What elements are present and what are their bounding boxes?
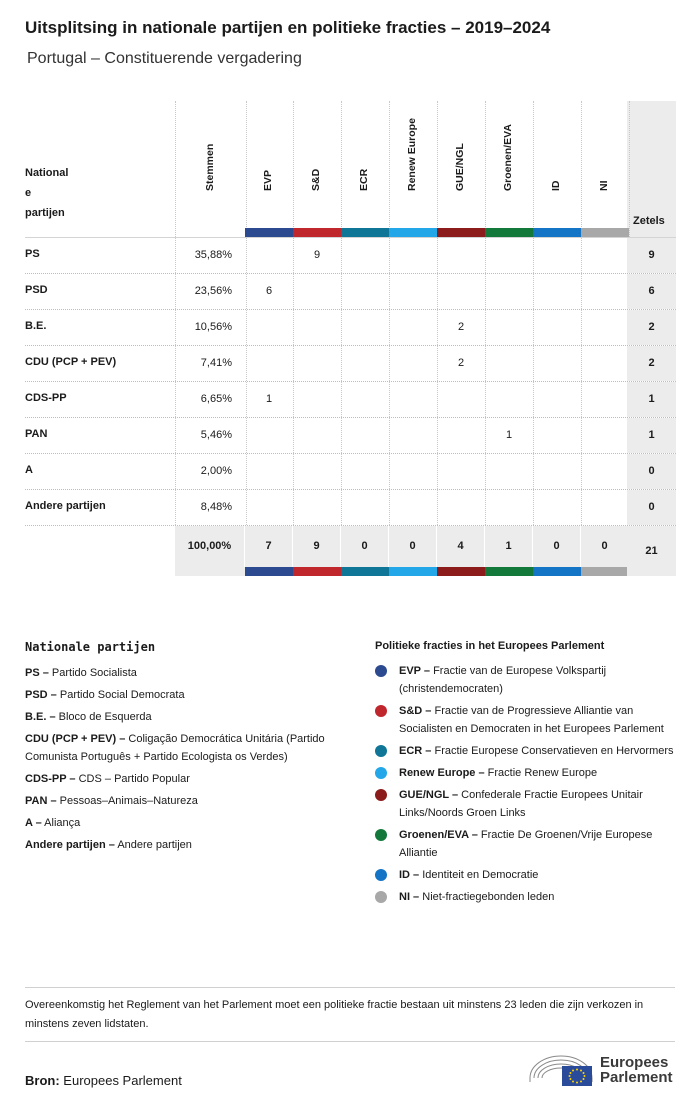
votes-cell	[175, 274, 247, 309]
source-line	[25, 1073, 182, 1088]
legend-fullname: Andere partijen	[117, 839, 192, 851]
seat-cell	[389, 310, 438, 345]
group-header-label: Renew Europe	[406, 118, 418, 191]
legend-fullname: Coligação Democrática Unitária (Partido Comunista Português + Partido Ecologista os Verdes)	[25, 733, 325, 763]
group-total-cell: 0	[389, 526, 437, 567]
group-column-header	[581, 101, 630, 237]
legend-national-item	[25, 730, 350, 766]
legend-abbr: ECR –	[399, 745, 432, 757]
group-color-bar	[437, 228, 485, 237]
seat-cell	[533, 310, 582, 345]
group-color-dot-icon	[375, 829, 387, 841]
legend-fullname: Bloco de Esquerda	[58, 711, 152, 723]
seats-total-cell: 2	[627, 310, 676, 345]
seat-cell	[389, 346, 438, 381]
votes-value: 6,65%	[200, 393, 232, 405]
legend-groups-title: Politieke fracties in het Europees Parlement	[375, 640, 605, 652]
group-column-header	[485, 101, 534, 237]
group-total-cell: 4	[437, 526, 485, 567]
votes-value: 10,56%	[194, 321, 232, 333]
group-header-label: ID	[550, 180, 562, 191]
group-total-cell: 9	[293, 526, 341, 567]
seat-cell	[581, 346, 630, 381]
group-total-cell: 0	[533, 526, 581, 567]
group-total-color-bar	[341, 567, 389, 576]
party-header-line: National	[25, 167, 69, 179]
legend-fullname: CDS – Partido Popular	[78, 773, 190, 785]
group-color-bar	[341, 228, 389, 237]
seats-total-cell: 6	[627, 274, 676, 309]
seat-cell	[293, 274, 342, 309]
seat-cell: 9	[293, 238, 342, 273]
party-header-line: e	[25, 187, 32, 199]
group-color-bar	[389, 228, 437, 237]
table-row	[25, 454, 676, 490]
seat-cell	[293, 310, 342, 345]
seat-cell	[533, 454, 582, 489]
parliament-hemicycle-icon	[528, 1048, 594, 1090]
legend-fullname: Niet-fractiegebonden leden	[422, 891, 555, 903]
legend-abbr: Renew Europe –	[399, 767, 485, 779]
legend-fullname: Fractie Europese Conservatieven en Hervormers	[434, 745, 674, 757]
legend-fullname: Fractie De Groenen/Vrije Europese Alliantie	[399, 829, 653, 859]
group-total-color-bar	[293, 567, 341, 576]
group-color-bar	[533, 228, 581, 237]
seat-cell	[581, 238, 630, 273]
seat-cell	[533, 382, 582, 417]
seat-cell	[485, 310, 534, 345]
party-name: CDU (PCP + PEV)	[25, 356, 117, 368]
votes-value: 8,48%	[200, 501, 232, 513]
votes-value: 23,56%	[194, 285, 232, 297]
legend-abbr: CDU (PCP + PEV) –	[25, 733, 126, 745]
seat-cell	[389, 382, 438, 417]
table-row	[25, 310, 676, 346]
legend-abbr: B.E. –	[25, 711, 56, 723]
seat-cell	[389, 454, 438, 489]
legend-abbr: NI –	[399, 891, 420, 903]
seat-cell	[485, 382, 534, 417]
page-title: Uitsplitsing in nationale partijen en politieke fracties – 2019–2024	[25, 18, 551, 37]
seat-cell	[485, 346, 534, 381]
group-total-cell: 7	[245, 526, 293, 567]
group-column-header	[341, 101, 390, 237]
party-header-line: partijen	[25, 207, 65, 219]
seat-cell	[341, 310, 390, 345]
legend-national-parties	[25, 640, 350, 858]
seat-cell	[485, 454, 534, 489]
votes-cell	[175, 310, 247, 345]
seat-cell	[389, 490, 438, 525]
seat-cell	[245, 490, 294, 525]
seat-cell	[245, 454, 294, 489]
legend-group-item	[375, 866, 675, 884]
group-column-header	[389, 101, 438, 237]
votes-cell	[175, 238, 247, 273]
group-color-dot-icon	[375, 789, 387, 801]
group-color-bar	[245, 228, 293, 237]
legend-group-item	[375, 742, 675, 760]
legend-fullname: Partido Social Democrata	[59, 689, 185, 701]
divider	[25, 987, 675, 988]
group-color-dot-icon	[375, 767, 387, 779]
legend-national-item	[25, 664, 350, 682]
seat-cell	[533, 238, 582, 273]
legend-national-item	[25, 686, 350, 704]
seat-cell	[341, 382, 390, 417]
group-total-color-bar	[485, 567, 533, 576]
group-total-color-bar	[389, 567, 437, 576]
group-column-header	[293, 101, 342, 237]
seat-cell	[341, 238, 390, 273]
seats-total-cell: 0	[627, 454, 676, 489]
legend-fullname: Aliança	[44, 817, 81, 829]
legend-fullname: Confederale Fractie Europees Unitair Links/Noords Groen Links	[399, 789, 643, 819]
group-header-label: EVP	[262, 169, 274, 191]
seat-cell	[581, 310, 630, 345]
legend-group-item	[375, 702, 675, 738]
seat-cell	[245, 238, 294, 273]
legend-abbr: Groenen/EVA –	[399, 829, 478, 841]
votes-cell	[175, 454, 247, 489]
legend-abbr: S&D –	[399, 705, 432, 717]
legend-fullname: Fractie van de Progressieve Alliantie van Socialisten en Democraten in het Europees Parlement	[399, 705, 664, 735]
seat-cell	[533, 274, 582, 309]
seat-cell	[533, 346, 582, 381]
party-name: Andere partijen	[25, 500, 106, 512]
group-total-cell: 0	[581, 526, 629, 567]
table-row	[25, 238, 676, 274]
seat-cell	[293, 418, 342, 453]
seat-cell	[485, 490, 534, 525]
votes-total-base	[175, 567, 245, 576]
group-header-label: Groenen/EVA	[502, 124, 514, 191]
seat-cell	[581, 274, 630, 309]
page-subtitle: Portugal – Constituerende vergadering	[27, 50, 302, 67]
legend-national-item	[25, 708, 350, 726]
legend-fullname: Fractie Renew Europe	[487, 767, 598, 779]
seat-cell	[581, 382, 630, 417]
seats-table	[25, 101, 676, 576]
logo-line-2: Parlement	[600, 1069, 673, 1086]
seats-total-cell: 2	[627, 346, 676, 381]
legend-abbr: CDS-PP –	[25, 773, 76, 785]
legend-national-item	[25, 770, 350, 788]
seat-cell	[437, 418, 486, 453]
seat-cell	[581, 490, 630, 525]
seat-cell	[533, 490, 582, 525]
legend-national-item	[25, 814, 350, 832]
source-label: Bron:	[25, 1073, 60, 1088]
group-color-dot-icon	[375, 705, 387, 717]
seat-cell	[389, 418, 438, 453]
group-column-header	[437, 101, 486, 237]
table-header	[25, 101, 676, 238]
votes-value: 2,00%	[200, 465, 232, 477]
seat-cell: 1	[485, 418, 534, 453]
seat-cell	[581, 418, 630, 453]
seat-cell	[533, 418, 582, 453]
party-name: PS	[25, 248, 40, 260]
legend-group-item	[375, 826, 675, 862]
legend-abbr: EVP –	[399, 665, 430, 677]
table-row	[25, 382, 676, 418]
legend-abbr: ID –	[399, 869, 420, 881]
legend-political-groups	[375, 640, 675, 910]
table-row	[25, 346, 676, 382]
seat-cell	[245, 346, 294, 381]
party-name: PSD	[25, 284, 48, 296]
group-color-dot-icon	[375, 891, 387, 903]
seat-cell	[245, 418, 294, 453]
group-total-color-bar	[533, 567, 581, 576]
legend-abbr: GUE/NGL –	[399, 789, 459, 801]
seat-cell	[293, 346, 342, 381]
seat-cell: 6	[245, 274, 294, 309]
votes-cell	[175, 382, 247, 417]
legend-national-item	[25, 792, 350, 810]
legend-national-title: Nationale partijen	[25, 640, 156, 654]
group-total-cell: 1	[485, 526, 533, 567]
seat-cell	[293, 490, 342, 525]
seat-cell	[437, 454, 486, 489]
votes-total: 100,00%	[175, 526, 245, 567]
seat-cell	[341, 490, 390, 525]
seats-column-header	[627, 101, 676, 237]
seat-cell	[437, 490, 486, 525]
party-name: PAN	[25, 428, 48, 440]
party-name: A	[25, 464, 33, 476]
source-value: Europees Parlement	[63, 1073, 182, 1088]
seat-cell	[341, 454, 390, 489]
legend-abbr: A –	[25, 817, 42, 829]
group-color-bar	[485, 228, 533, 237]
seat-cell	[341, 346, 390, 381]
legend-abbr: PAN –	[25, 795, 57, 807]
seat-cell: 2	[437, 310, 486, 345]
seats-total-cell: 1	[627, 382, 676, 417]
group-total-color-bar	[581, 567, 629, 576]
votes-cell	[175, 346, 247, 381]
group-color-dot-icon	[375, 869, 387, 881]
seat-cell	[581, 454, 630, 489]
seat-cell	[293, 454, 342, 489]
logo-text	[600, 1055, 673, 1085]
seat-cell	[341, 418, 390, 453]
seats-total-cell: 1	[627, 418, 676, 453]
seat-cell: 1	[245, 382, 294, 417]
seat-cell	[485, 274, 534, 309]
seat-cell	[389, 238, 438, 273]
votes-cell	[175, 418, 247, 453]
logo-line-1: Europees	[600, 1054, 669, 1071]
party-name: CDS-PP	[25, 392, 67, 404]
divider	[25, 1041, 675, 1042]
seats-header-label: Zetels	[633, 215, 665, 227]
seat-cell: 2	[437, 346, 486, 381]
party-column-header	[25, 163, 85, 223]
legend-abbr: PSD –	[25, 689, 57, 701]
seat-cell	[245, 310, 294, 345]
group-color-dot-icon	[375, 665, 387, 677]
legend-fullname: Pessoas–Animais–Natureza	[59, 795, 198, 807]
group-total-color-bar	[245, 567, 293, 576]
group-header-label: S&D	[310, 168, 322, 191]
group-column-header	[245, 101, 294, 237]
legend-fullname: Fractie van de Europese Volkspartij (christendemocraten)	[399, 665, 607, 695]
group-color-bar	[293, 228, 341, 237]
european-parliament-logo	[528, 1048, 678, 1090]
votes-value: 7,41%	[200, 357, 232, 369]
legend-fullname: Partido Socialista	[51, 667, 137, 679]
legend-fullname: Identiteit en Democratie	[422, 869, 539, 881]
seat-cell	[437, 238, 486, 273]
votes-cell	[175, 490, 247, 525]
totals-row	[25, 526, 676, 576]
legend-group-item	[375, 786, 675, 822]
legend-abbr: Andere partijen –	[25, 839, 115, 851]
seats-grand-total: 21	[627, 526, 676, 576]
seat-cell	[293, 382, 342, 417]
legend-abbr: PS –	[25, 667, 49, 679]
group-color-bar	[581, 228, 629, 237]
seat-cell	[341, 274, 390, 309]
group-color-dot-icon	[375, 745, 387, 757]
table-row	[25, 490, 676, 526]
votes-column-header	[175, 101, 247, 237]
seat-cell	[389, 274, 438, 309]
group-total-color-bar	[437, 567, 485, 576]
votes-value: 5,46%	[200, 429, 232, 441]
group-total-cell: 0	[341, 526, 389, 567]
seats-total-cell: 9	[627, 238, 676, 273]
legend-group-item	[375, 764, 675, 782]
group-header-label: NI	[598, 180, 610, 191]
footnote: Overeenkomstig het Reglement van het Parlement moet een politieke fractie bestaan uit minstens 23 leden die zijn verkozen in minstens zeven lidstaten.	[25, 999, 644, 1030]
seat-cell	[437, 274, 486, 309]
table-row	[25, 274, 676, 310]
legend-group-item	[375, 662, 675, 698]
group-column-header	[533, 101, 582, 237]
seat-cell	[437, 382, 486, 417]
table-row	[25, 418, 676, 454]
group-header-label: ECR	[358, 168, 370, 191]
legend-national-item	[25, 836, 350, 854]
votes-header-label: Stemmen	[204, 143, 216, 191]
seats-total-cell: 0	[627, 490, 676, 525]
legend-group-item	[375, 888, 675, 906]
party-name: B.E.	[25, 320, 47, 332]
seat-cell	[485, 238, 534, 273]
votes-value: 35,88%	[194, 249, 232, 261]
group-header-label: GUE/NGL	[454, 143, 466, 191]
